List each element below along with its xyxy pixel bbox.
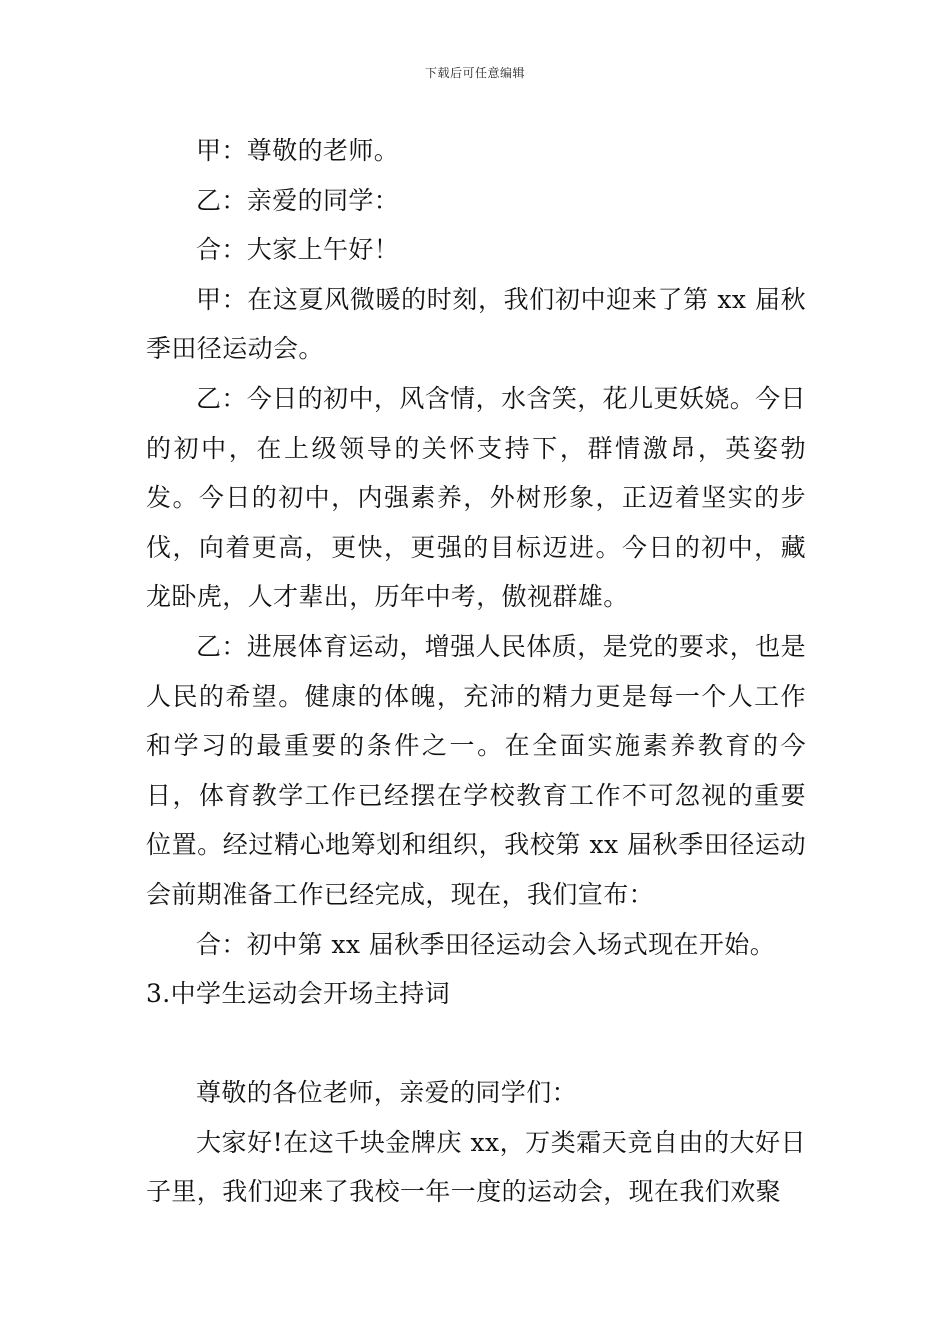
paragraph: 尊敬的各位老师，亲爱的同学们： bbox=[196, 1078, 578, 1108]
section-heading: 3.中学生运动会开场主持词 bbox=[146, 979, 451, 1009]
blank-line bbox=[146, 1019, 806, 1069]
paragraph: 大家好!在这千块金牌庆 xx，万类霜天竞自由的大好日子里，我们迎来了我校一年一度的运动会，现在我们欢聚 bbox=[146, 1127, 806, 1207]
paragraph: 合：初中第 xx 届秋季田径运动会入场式现在开始。 bbox=[196, 929, 776, 959]
paragraph: 乙：进展体育运动，增强人民体质，是党的要求，也是人民的希望。健康的体魄，充沛的精力更是每一个人工作和学习的最重要的条件之一。在全面实施素养教育的今日，体育教学工作已经摆在学校教育工作不可忽视的重要位置。经过精心地筹划和组织，我校第 xx 届秋季田径运动会前期准备工作已经完成，现在，我们宣布： bbox=[146, 631, 806, 909]
paragraph: 甲：在这夏风微暖的时刻，我们初中迎来了第 xx 届秋季田径运动会。 bbox=[146, 284, 806, 364]
page-header: 下载后可任意编辑 bbox=[424, 66, 525, 80]
document-body bbox=[146, 126, 806, 1217]
paragraph: 乙：今日的初中，风含情，水含笑，花儿更妖娆。今日的初中，在上级领导的关怀支持下，群情激昂，英姿勃发。今日的初中，内强素养，外树形象，正迈着坚实的步伐，向着更高，更快，更强的目标迈进。今日的初中，藏龙卧虎，人才辈出，历年中考，傲视群雄。 bbox=[146, 383, 806, 612]
paragraph: 合：大家上午好！ bbox=[196, 235, 400, 265]
paragraph: 乙：亲爱的同学： bbox=[196, 185, 400, 215]
paragraph: 甲：尊敬的老师。 bbox=[196, 136, 400, 165]
